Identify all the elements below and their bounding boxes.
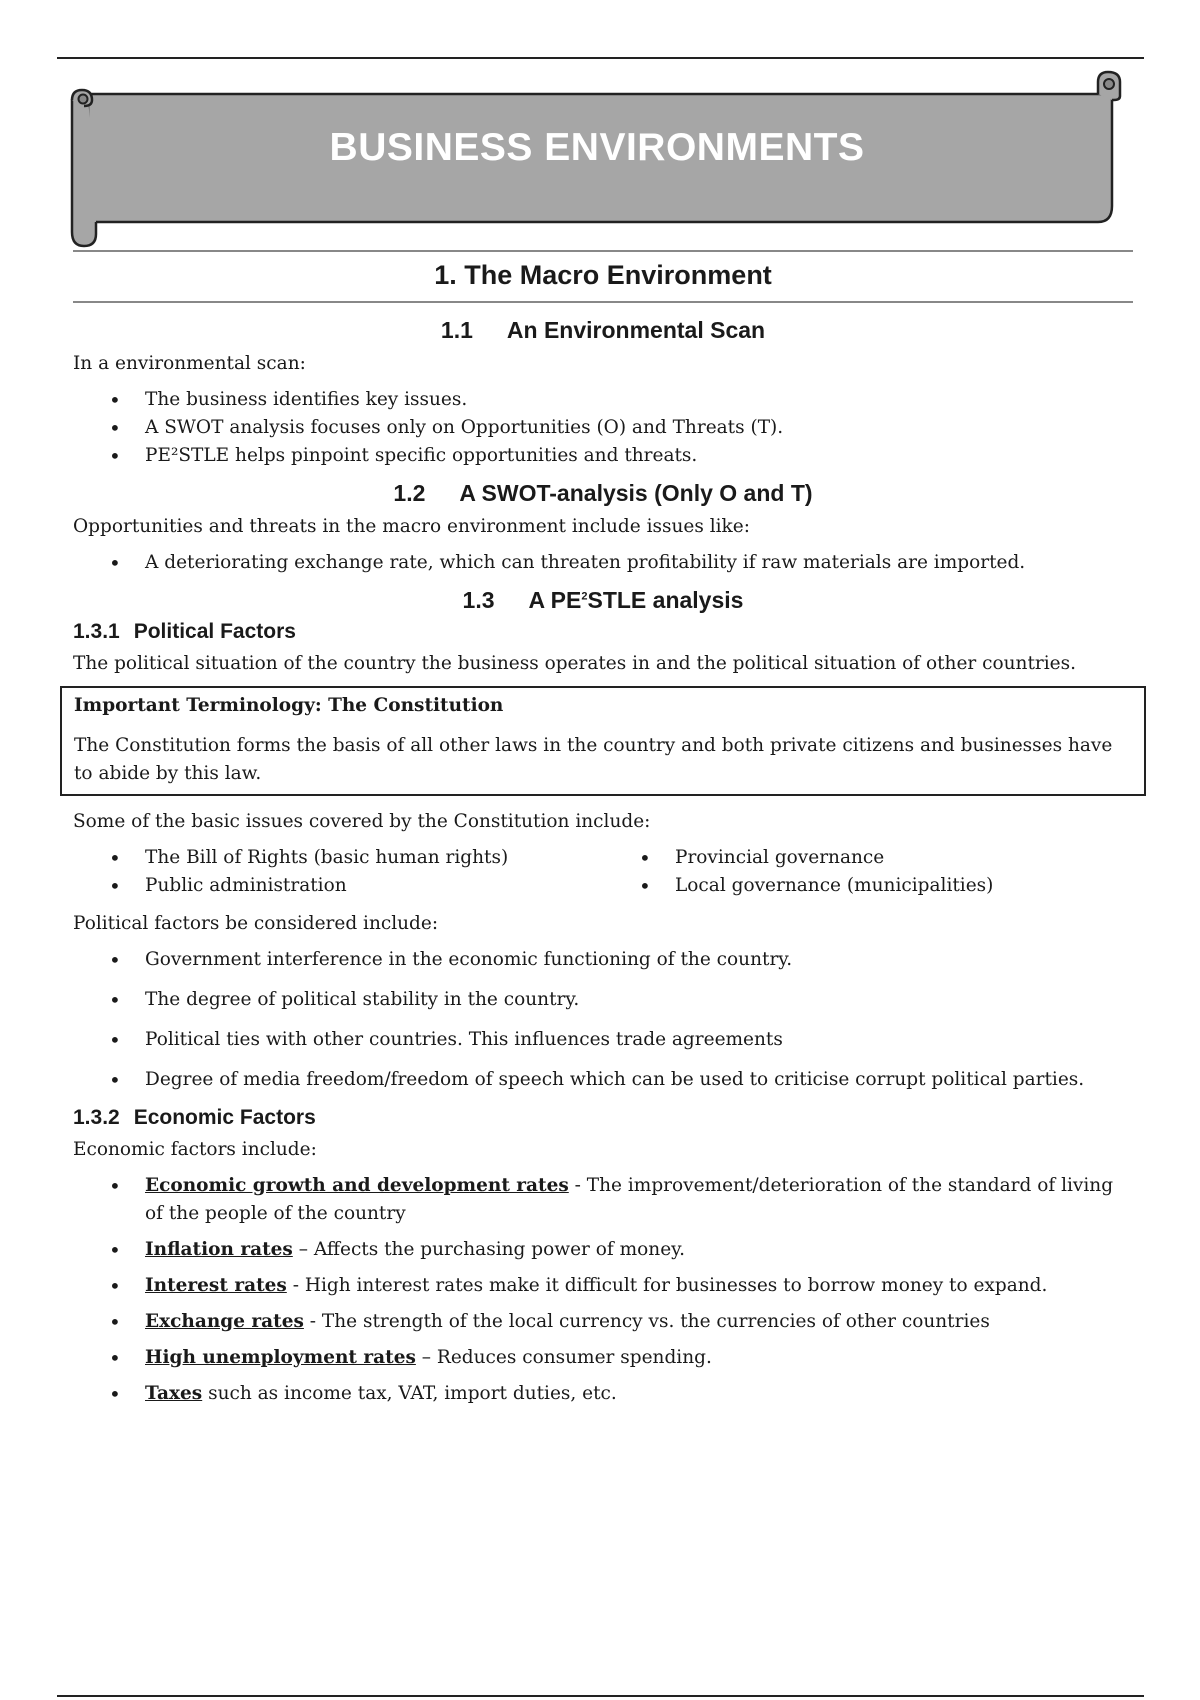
- two-column-list: [73, 844, 1133, 900]
- list-item: [73, 1236, 1133, 1264]
- list-item: • Degree of media freedom/freedom of speech which can be used to criticise corrupt political parties.: [73, 1066, 1133, 1094]
- subsubsection-heading-1-3-1: [73, 620, 1133, 644]
- list-item: • Political ties with other countries. This influences trade agreements: [73, 1026, 1133, 1054]
- term: Inflation rates: [145, 1239, 293, 1260]
- paragraph: The political situation of the country the business operates in and the political situation of other countries.: [73, 653, 1076, 674]
- list-item: • Government interference in the economic functioning of the country.: [73, 946, 1133, 974]
- subsection-title: An Environmental Scan: [506, 317, 766, 343]
- bullet-list-right: [603, 844, 1133, 900]
- term: Interest rates: [145, 1275, 287, 1296]
- subsection-heading-1-2: [73, 480, 1133, 507]
- title-part: A PE: [528, 587, 582, 613]
- list-item: • PE²STLE helps pinpoint specific opportunities and threats.: [73, 442, 1133, 470]
- list-item: • The business identifies key issues.: [73, 386, 1133, 414]
- bullet-list: [73, 1172, 1133, 1408]
- list-item: • The Bill of Rights (basic human rights): [73, 844, 603, 872]
- subsubsection-title: Economic Factors: [133, 1106, 316, 1129]
- term: Exchange rates: [145, 1311, 304, 1332]
- paragraph: Political factors be considered include:: [73, 913, 439, 934]
- description: - The improvement/deterioration of the standard of living of the people of the country: [145, 1175, 1114, 1224]
- subsection-heading-1-3: [73, 587, 1133, 614]
- subsubsection-number: 1.3.1: [73, 620, 120, 643]
- list-item: [73, 1308, 1133, 1336]
- list-item: • A deteriorating exchange rate, which can threaten profitability if raw materials are imported.: [73, 549, 1133, 577]
- terminology-title: Important Terminology: The Constitution: [74, 695, 504, 716]
- section-title: The Macro Environment: [464, 260, 772, 290]
- subsubsection-heading-1-3-2: [73, 1106, 1133, 1130]
- term: High unemployment rates: [145, 1347, 416, 1368]
- terminology-text: The Constitution forms the basis of all other laws in the country and both private citizens and businesses have to abide by this law.: [74, 735, 1113, 784]
- term: Taxes: [145, 1383, 203, 1404]
- subsection-title: A SWOT-analysis (Only O and T): [459, 480, 813, 506]
- term: Economic growth and development rates: [145, 1175, 569, 1196]
- subsection-number: 1.3: [462, 587, 495, 613]
- list-item: • Provincial governance: [603, 844, 1133, 872]
- list-item: [73, 1344, 1133, 1372]
- description: – Affects the purchasing power of money.: [292, 1239, 686, 1260]
- subsection-number: 1.1: [440, 317, 473, 343]
- list-item: [73, 1380, 1133, 1408]
- title-superscript: 2: [581, 590, 588, 603]
- list-item: • A SWOT analysis focuses only on Opportunities (O) and Threats (T).: [73, 414, 1133, 442]
- section-number: 1.: [434, 260, 457, 290]
- list-item: [73, 1172, 1133, 1228]
- section-heading-1: [73, 250, 1133, 303]
- list-item: • Public administration: [73, 872, 603, 900]
- description: – Reduces consumer spending.: [415, 1347, 712, 1368]
- paragraph: Economic factors include:: [73, 1139, 317, 1160]
- bullet-list-left: [73, 844, 603, 900]
- paragraph: Opportunities and threats in the macro environment include issues like:: [73, 516, 750, 537]
- terminology-box: [60, 686, 1146, 796]
- banner-title: BUSINESS ENVIRONMENTS: [329, 126, 865, 169]
- description: such as income tax, VAT, import duties, etc.: [202, 1383, 617, 1404]
- subsubsection-number: 1.3.2: [73, 1106, 120, 1129]
- subsection-number: 1.2: [393, 480, 426, 506]
- description: - High interest rates make it difficult for businesses to borrow money to expand.: [286, 1275, 1048, 1296]
- bullet-list: [73, 386, 1133, 470]
- subsubsection-title: Political Factors: [133, 620, 296, 643]
- list-item: [73, 1272, 1133, 1300]
- title-part: STLE analysis: [587, 587, 744, 613]
- document-body: [73, 250, 1133, 1418]
- subsection-title: [529, 587, 744, 613]
- title-banner: [68, 70, 1126, 248]
- list-item: • The degree of political stability in the country.: [73, 986, 1133, 1014]
- bullet-list: [73, 946, 1133, 1094]
- bottom-rule: [57, 1695, 1144, 1697]
- top-rule: [57, 57, 1144, 59]
- subsection-heading-1-1: [73, 317, 1133, 344]
- bullet-list: [73, 549, 1133, 577]
- paragraph: In a environmental scan:: [73, 353, 306, 374]
- list-item: • Local governance (municipalities): [603, 872, 1133, 900]
- paragraph: Some of the basic issues covered by the Constitution include:: [73, 811, 651, 832]
- description: - The strength of the local currency vs. the currencies of other countries: [303, 1311, 990, 1332]
